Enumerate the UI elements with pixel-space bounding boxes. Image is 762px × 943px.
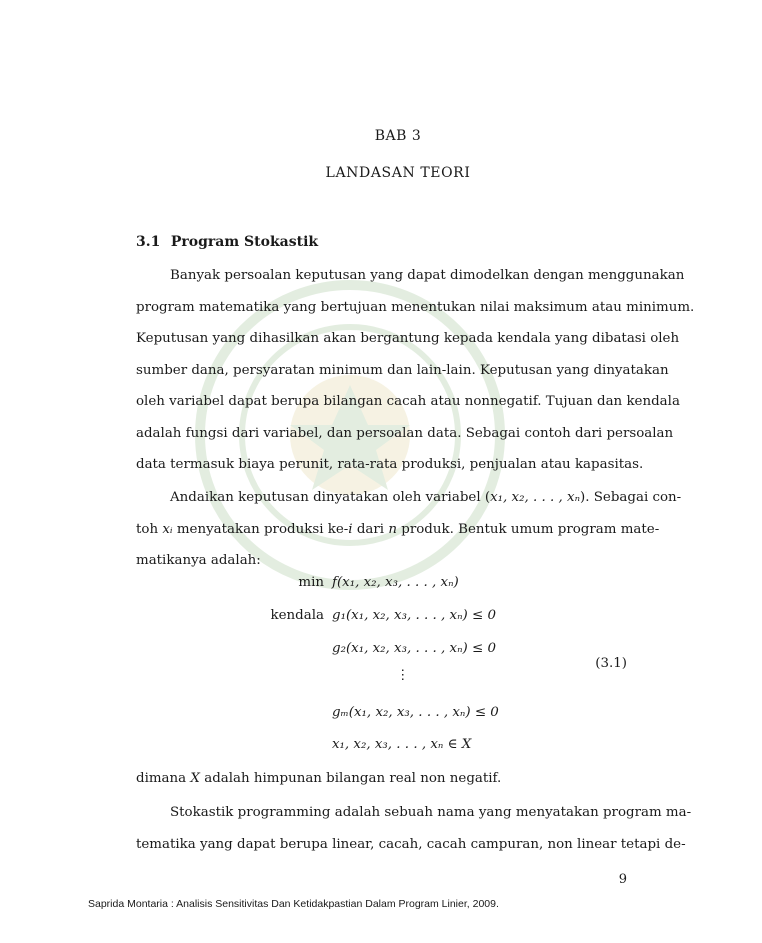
section-number: 3.1 [136, 234, 161, 250]
paragraph-line: matikanya adalah: [136, 553, 261, 568]
paragraph-line: sumber dana, persyaratan minimum dan lain-lain. Keputusan yang dinyatakan [136, 362, 669, 378]
text-run: dimana [136, 771, 191, 786]
paragraph-2 [136, 482, 682, 577]
text-run: produk. Bentuk umum program mate- [396, 521, 660, 537]
paragraph-line: data termasuk biaya perunit, rata-rata produksi, penjualan atau kapasitas. [136, 457, 644, 472]
math-variables: x₁, x₂, . . . , xₙ [490, 490, 580, 505]
constraint-1: g₁(x₁, x₂, x₃, . . . , xₙ) ≤ 0 [332, 608, 496, 623]
objective-operator: min [298, 575, 324, 590]
text-run: toh [136, 521, 163, 537]
chapter-label: BAB 3 [374, 128, 422, 144]
text-run: menyatakan produksi ke- [172, 521, 349, 537]
text-run: ). Sebagai con- [580, 490, 682, 505]
equation-explanation [136, 763, 628, 795]
paragraph-line: oleh variabel dapat berupa bilangan cacah atau nonnegatif. Tujuan dan kendala [136, 394, 680, 409]
paragraph-line: program matematika yang bertujuan menentukan nilai maksimum atau minimum. [136, 299, 695, 315]
text-run: dari [352, 521, 389, 537]
paragraph-line [136, 763, 628, 795]
section-title: Program Stokastik [170, 234, 319, 250]
constraint-operator: kendala [270, 608, 324, 623]
text-run: Andaikan keputusan dinyatakan oleh variabel ( [170, 490, 491, 505]
section-heading [136, 234, 318, 250]
objective-function: f(x₁, x₂, x₃, . . . , xₙ) [332, 575, 459, 590]
constraint-2: g₂(x₁, x₂, x₃, . . . , xₙ) ≤ 0 [332, 641, 496, 656]
paragraph-line [136, 514, 660, 546]
paragraph-line: tematika yang dapat berupa linear, cacah, cacah campuran, non linear tetapi de- [136, 836, 686, 852]
text-run: adalah himpunan bilangan real non negatif. [199, 771, 502, 786]
domain-constraint: x₁, x₂, x₃, . . . , xₙ ∈ X [332, 737, 472, 752]
paragraph-1 [136, 260, 695, 481]
math-variable: xᵢ [162, 521, 173, 537]
equation-number: (3.1) [595, 656, 627, 671]
paragraph-line: adalah fungsi dari variabel, dan persoalan data. Sebagai contoh dari persoalan [136, 425, 674, 441]
paragraph-line [136, 482, 682, 514]
math-variable: X [190, 771, 200, 786]
math-variable: i [348, 521, 353, 537]
paragraph-line: Keputusan yang dihasilkan akan bergantung kepada kendala yang dibatasi oleh [136, 331, 680, 346]
paragraph-line: Banyak persoalan keputusan yang dapat dimodelkan dengan menggunakan [170, 268, 685, 283]
constraint-m: gₘ(x₁, x₂, x₃, . . . , xₙ) ≤ 0 [332, 705, 499, 720]
paragraph-3 [136, 797, 692, 860]
chapter-title: LANDASAN TEORI [325, 165, 471, 181]
math-variable: n [388, 521, 397, 537]
footer-citation: Saprida Montaria : Analisis Sensitivitas Dan Ketidakpastian Dalam Program Linier, 2009. [88, 898, 499, 910]
page-number: 9 [618, 872, 627, 887]
paragraph-line: Stokastik programming adalah sebuah nama yang menyatakan program ma- [170, 805, 692, 820]
vertical-dots: ⋮ [396, 668, 410, 683]
